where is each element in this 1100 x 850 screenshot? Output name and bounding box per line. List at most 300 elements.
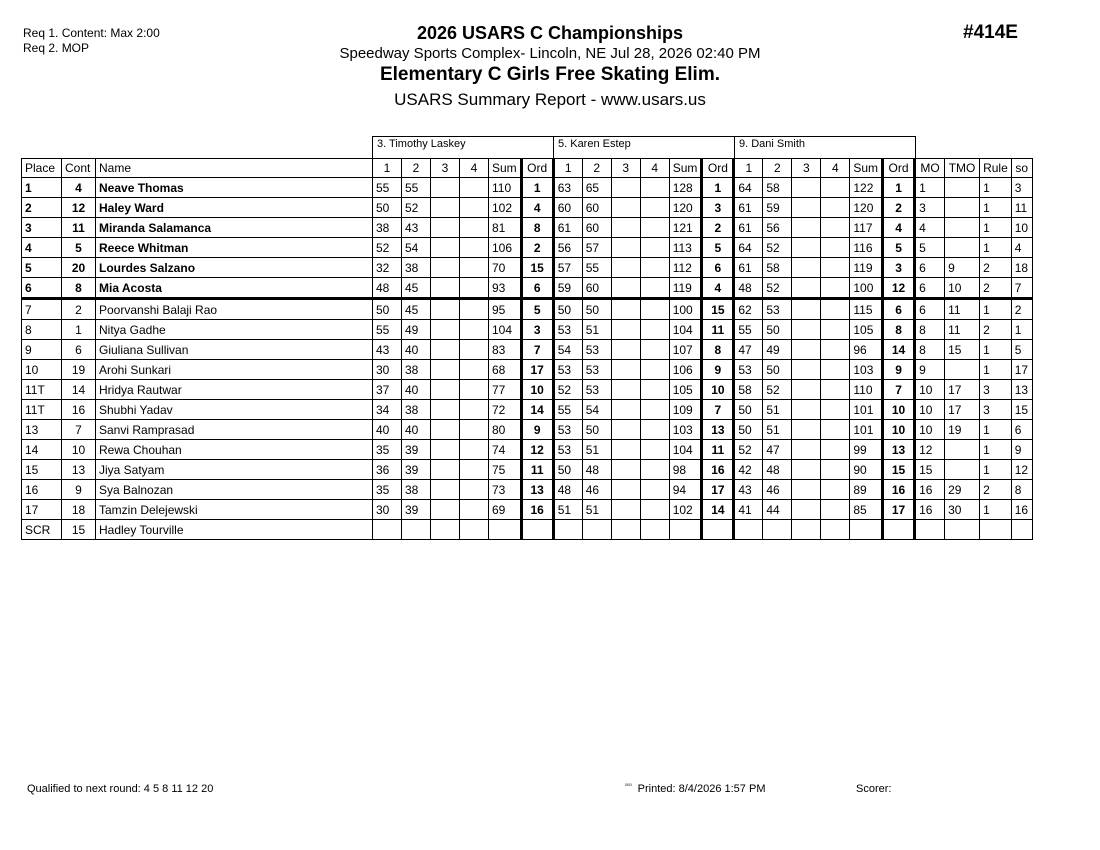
table-cell — [821, 440, 850, 460]
table-cell: 7 — [883, 380, 915, 400]
table-cell: 85 — [850, 500, 883, 520]
table-cell: 13 — [22, 420, 62, 440]
table-cell: 46 — [582, 480, 611, 500]
table-cell: Arohi Sunkari — [96, 360, 373, 380]
table-cell — [460, 218, 489, 238]
table-cell: 10 — [22, 360, 62, 380]
table-cell: 120 — [850, 198, 883, 218]
table-cell: 40 — [402, 380, 431, 400]
table-cell: 2 — [702, 218, 734, 238]
table-cell: 42 — [734, 460, 763, 480]
table-cell — [792, 400, 821, 420]
table-cell: 10 — [702, 380, 734, 400]
table-row — [22, 520, 1033, 540]
table-cell — [640, 299, 669, 320]
table-cell — [611, 340, 640, 360]
event-number: #414E — [963, 22, 1018, 43]
table-cell: 10 — [883, 420, 915, 440]
table-cell: 50 — [734, 400, 763, 420]
table-cell: 12 — [915, 440, 945, 460]
table-cell — [792, 500, 821, 520]
table-row — [22, 500, 1033, 520]
table-cell: 11 — [521, 460, 553, 480]
table-row — [22, 380, 1033, 400]
column-header: Cont — [62, 159, 96, 178]
table-cell — [431, 218, 460, 238]
table-cell: 103 — [850, 360, 883, 380]
table-cell — [402, 520, 431, 540]
table-cell: 4 — [915, 218, 945, 238]
table-cell — [460, 520, 489, 540]
table-cell: 40 — [373, 420, 402, 440]
column-header: 4 — [460, 159, 489, 178]
table-cell: 104 — [489, 320, 522, 340]
table-cell: 1 — [980, 299, 1012, 320]
table-cell — [792, 440, 821, 460]
table-cell: 18 — [62, 500, 96, 520]
table-cell: 3 — [1011, 178, 1032, 198]
table-cell: 113 — [669, 238, 702, 258]
table-cell: 65 — [582, 178, 611, 198]
table-cell: 13 — [521, 480, 553, 500]
table-cell: 5 — [702, 238, 734, 258]
table-cell: 9 — [62, 480, 96, 500]
table-cell — [915, 520, 945, 540]
table-cell — [460, 258, 489, 278]
table-cell: 2 — [980, 320, 1012, 340]
table-cell: 15 — [702, 299, 734, 320]
table-cell: 8 — [22, 320, 62, 340]
table-cell: 10 — [1011, 218, 1032, 238]
table-cell — [821, 178, 850, 198]
table-cell: 81 — [489, 218, 522, 238]
table-cell: 48 — [582, 460, 611, 480]
table-cell: 110 — [850, 380, 883, 400]
table-cell — [792, 238, 821, 258]
table-cell: 102 — [489, 198, 522, 218]
table-cell: 10 — [915, 380, 945, 400]
table-cell: 4 — [1011, 238, 1032, 258]
table-cell: 11 — [702, 440, 734, 460]
table-cell — [640, 520, 669, 540]
table-cell: 52 — [734, 440, 763, 460]
printed-mark: ²³²³ — [625, 783, 632, 790]
column-header: 3 — [792, 159, 821, 178]
table-cell: 75 — [489, 460, 522, 480]
table-cell — [640, 420, 669, 440]
qualified-list: Qualified to next round: 4 5 8 11 12 20 — [27, 783, 214, 795]
table-cell — [980, 520, 1012, 540]
table-cell: 17 — [22, 500, 62, 520]
requirement-1: Req 1. Content: Max 2:00 — [23, 26, 160, 40]
table-cell: 14 — [22, 440, 62, 460]
table-cell: 48 — [763, 460, 792, 480]
table-cell: 57 — [553, 258, 582, 278]
table-cell: 3 — [980, 380, 1012, 400]
table-cell: 1 — [915, 178, 945, 198]
table-cell: 6 — [883, 299, 915, 320]
table-cell — [640, 258, 669, 278]
table-cell — [611, 520, 640, 540]
table-cell: 1 — [980, 360, 1012, 380]
column-header: 2 — [402, 159, 431, 178]
table-cell: 119 — [669, 278, 702, 299]
table-cell: 53 — [553, 360, 582, 380]
table-cell: 1 — [702, 178, 734, 198]
table-cell: 14 — [702, 500, 734, 520]
table-cell: 30 — [373, 500, 402, 520]
column-header: so — [1011, 159, 1032, 178]
event-name: Elementary C Girls Free Skating Elim. — [379, 64, 720, 85]
table-cell: 61 — [734, 218, 763, 238]
table-cell: 6 — [22, 278, 62, 299]
table-cell: 52 — [402, 198, 431, 218]
table-cell: 93 — [489, 278, 522, 299]
table-cell — [460, 278, 489, 299]
table-cell — [460, 480, 489, 500]
table-cell: 3 — [883, 258, 915, 278]
table-cell — [734, 520, 763, 540]
table-cell — [460, 340, 489, 360]
table-cell: 1 — [980, 340, 1012, 360]
table-cell: 104 — [669, 440, 702, 460]
column-header: 2 — [582, 159, 611, 178]
table-cell: 61 — [553, 218, 582, 238]
table-cell: 34 — [373, 400, 402, 420]
table-cell — [945, 238, 980, 258]
table-cell: 9 — [883, 360, 915, 380]
table-cell — [640, 178, 669, 198]
table-cell: 35 — [373, 440, 402, 460]
table-cell: 55 — [373, 178, 402, 198]
table-cell: 15 — [945, 340, 980, 360]
table-cell — [611, 238, 640, 258]
table-cell — [460, 500, 489, 520]
table-cell: 1 — [980, 500, 1012, 520]
table-cell — [460, 360, 489, 380]
table-cell: 121 — [669, 218, 702, 238]
table-cell: 19 — [945, 420, 980, 440]
table-cell — [821, 278, 850, 299]
table-cell: 1 — [980, 440, 1012, 460]
table-cell: 15 — [62, 520, 96, 540]
table-cell: 43 — [734, 480, 763, 500]
table-cell: 53 — [553, 440, 582, 460]
table-cell — [431, 380, 460, 400]
table-cell: 15 — [1011, 400, 1032, 420]
table-cell: 10 — [945, 278, 980, 299]
table-cell — [431, 420, 460, 440]
table-cell — [431, 178, 460, 198]
table-cell: 58 — [763, 178, 792, 198]
table-cell: 19 — [62, 360, 96, 380]
table-cell — [821, 238, 850, 258]
table-cell: 53 — [582, 380, 611, 400]
table-cell: 14 — [521, 400, 553, 420]
column-header: 3 — [431, 159, 460, 178]
table-cell: Giuliana Sullivan — [96, 340, 373, 360]
table-cell — [640, 340, 669, 360]
table-cell: 3 — [980, 400, 1012, 420]
table-row — [22, 198, 1033, 218]
table-cell: 9 — [521, 420, 553, 440]
table-cell: 105 — [669, 380, 702, 400]
table-cell: 1 — [62, 320, 96, 340]
table-cell: 47 — [763, 440, 792, 460]
table-cell: 30 — [945, 500, 980, 520]
table-cell: Hridya Rautwar — [96, 380, 373, 400]
table-cell — [945, 360, 980, 380]
table-cell: 48 — [553, 480, 582, 500]
table-cell: 94 — [669, 480, 702, 500]
table-cell: 104 — [669, 320, 702, 340]
column-header: Ord — [521, 159, 553, 178]
table-cell: 52 — [553, 380, 582, 400]
table-cell: 9 — [1011, 440, 1032, 460]
table-cell: 16 — [22, 480, 62, 500]
table-cell — [640, 460, 669, 480]
table-cell: 30 — [373, 360, 402, 380]
column-header: 4 — [640, 159, 669, 178]
table-cell — [792, 320, 821, 340]
table-cell — [431, 440, 460, 460]
table-cell: 11 — [945, 299, 980, 320]
table-cell: 17 — [1011, 360, 1032, 380]
table-cell: 16 — [883, 480, 915, 500]
table-cell — [460, 420, 489, 440]
scorer-label: Scorer: — [856, 783, 892, 795]
table-cell: 40 — [402, 420, 431, 440]
table-cell: Shubhi Yadav — [96, 400, 373, 420]
table-cell — [521, 520, 553, 540]
table-cell: 50 — [582, 299, 611, 320]
table-cell — [640, 480, 669, 500]
table-cell: 53 — [763, 299, 792, 320]
table-cell — [611, 178, 640, 198]
table-cell: Sya Balnozan — [96, 480, 373, 500]
table-cell: 2 — [22, 198, 62, 218]
results-table — [21, 158, 1033, 540]
table-cell: Jiya Satyam — [96, 460, 373, 480]
table-cell: Sanvi Ramprasad — [96, 420, 373, 440]
table-cell: 3 — [22, 218, 62, 238]
table-cell: Mia Acosta — [96, 278, 373, 299]
table-cell: Tamzin Delejewski — [96, 500, 373, 520]
table-cell — [945, 178, 980, 198]
table-cell: 107 — [669, 340, 702, 360]
table-cell — [460, 299, 489, 320]
table-cell — [821, 198, 850, 218]
table-cell: 15 — [883, 460, 915, 480]
table-cell: 10 — [521, 380, 553, 400]
table-cell: 6 — [1011, 420, 1032, 440]
table-cell — [611, 500, 640, 520]
table-cell: 8 — [1011, 480, 1032, 500]
table-cell: 1 — [980, 178, 1012, 198]
table-cell: 16 — [915, 480, 945, 500]
table-cell — [821, 320, 850, 340]
table-cell — [460, 440, 489, 460]
table-cell: 51 — [763, 420, 792, 440]
table-cell — [792, 520, 821, 540]
table-cell: 112 — [669, 258, 702, 278]
table-cell: 1 — [980, 420, 1012, 440]
table-cell — [611, 440, 640, 460]
table-cell: 48 — [734, 278, 763, 299]
table-cell — [611, 380, 640, 400]
table-cell: 10 — [915, 420, 945, 440]
table-cell — [611, 400, 640, 420]
table-cell: 17 — [945, 380, 980, 400]
table-cell: 10 — [62, 440, 96, 460]
table-cell: 120 — [669, 198, 702, 218]
table-cell: 61 — [734, 258, 763, 278]
table-cell: 8 — [915, 320, 945, 340]
column-header-row — [22, 159, 1033, 178]
table-cell — [460, 400, 489, 420]
table-cell: 106 — [669, 360, 702, 380]
table-cell: 9 — [945, 258, 980, 278]
table-cell — [460, 238, 489, 258]
table-cell: 16 — [702, 460, 734, 480]
table-cell — [640, 218, 669, 238]
table-cell — [640, 400, 669, 420]
table-cell: 50 — [373, 299, 402, 320]
table-cell — [945, 520, 980, 540]
table-cell: SCR — [22, 520, 62, 540]
table-cell — [431, 278, 460, 299]
table-cell: 64 — [734, 178, 763, 198]
printed-text: Printed: 8/4/2026 1:57 PM — [637, 783, 766, 795]
table-cell: 38 — [402, 480, 431, 500]
table-cell: 5 — [1011, 340, 1032, 360]
table-cell — [640, 278, 669, 299]
table-cell: 77 — [489, 380, 522, 400]
table-cell: 100 — [850, 278, 883, 299]
table-cell: 51 — [582, 320, 611, 340]
table-cell — [640, 380, 669, 400]
table-cell: 41 — [734, 500, 763, 520]
table-cell: 119 — [850, 258, 883, 278]
table-cell: 55 — [582, 258, 611, 278]
venue-date: Speedway Sports Complex- Lincoln, NE Jul 28, 2026 02:40 PM — [339, 45, 761, 62]
table-row — [22, 340, 1033, 360]
table-cell: 5 — [883, 238, 915, 258]
table-cell: 2 — [980, 258, 1012, 278]
table-row — [22, 320, 1033, 340]
table-row — [22, 258, 1033, 278]
table-cell: 52 — [763, 278, 792, 299]
table-cell: Haley Ward — [96, 198, 373, 218]
table-cell: Poorvanshi Balaji Rao — [96, 299, 373, 320]
table-cell: 7 — [22, 299, 62, 320]
table-cell — [821, 480, 850, 500]
table-cell: 14 — [883, 340, 915, 360]
table-cell — [431, 460, 460, 480]
table-cell: 15 — [22, 460, 62, 480]
table-cell — [821, 340, 850, 360]
table-cell: 6 — [62, 340, 96, 360]
table-cell: 83 — [489, 340, 522, 360]
table-cell — [821, 460, 850, 480]
table-cell: 102 — [669, 500, 702, 520]
table-cell: 70 — [489, 258, 522, 278]
table-cell: 48 — [373, 278, 402, 299]
table-cell: 8 — [62, 278, 96, 299]
table-cell: 17 — [883, 500, 915, 520]
table-cell: 60 — [582, 198, 611, 218]
table-cell: 55 — [373, 320, 402, 340]
table-cell: 50 — [734, 420, 763, 440]
table-cell: 117 — [850, 218, 883, 238]
table-row — [22, 420, 1033, 440]
table-cell: 1 — [980, 460, 1012, 480]
table-cell: 51 — [553, 500, 582, 520]
table-cell: 54 — [402, 238, 431, 258]
table-cell: 55 — [734, 320, 763, 340]
table-cell: 36 — [373, 460, 402, 480]
table-cell: 29 — [945, 480, 980, 500]
table-cell: 11T — [22, 400, 62, 420]
table-cell: 14 — [62, 380, 96, 400]
table-cell: 3 — [702, 198, 734, 218]
table-cell: 8 — [702, 340, 734, 360]
table-cell: 63 — [553, 178, 582, 198]
table-cell: 10 — [915, 400, 945, 420]
table-cell — [582, 520, 611, 540]
table-cell: 9 — [915, 360, 945, 380]
table-cell: 12 — [521, 440, 553, 460]
table-cell — [792, 278, 821, 299]
table-cell: 38 — [402, 400, 431, 420]
table-cell: 99 — [850, 440, 883, 460]
table-row — [22, 400, 1033, 420]
table-cell: 43 — [373, 340, 402, 360]
table-cell — [821, 500, 850, 520]
table-cell: 7 — [1011, 278, 1032, 299]
table-cell: 12 — [62, 198, 96, 218]
table-cell: 53 — [553, 420, 582, 440]
table-cell: 51 — [582, 440, 611, 460]
table-cell: 101 — [850, 400, 883, 420]
table-cell — [945, 460, 980, 480]
table-cell: 1 — [980, 198, 1012, 218]
table-cell — [640, 320, 669, 340]
table-row — [22, 360, 1033, 380]
column-header: Name — [96, 159, 373, 178]
table-cell: 49 — [402, 320, 431, 340]
table-cell: 59 — [553, 278, 582, 299]
table-cell — [611, 218, 640, 238]
table-cell — [792, 198, 821, 218]
table-cell: 50 — [553, 460, 582, 480]
table-cell — [611, 480, 640, 500]
table-cell — [669, 520, 702, 540]
table-cell: 12 — [883, 278, 915, 299]
table-cell: 52 — [373, 238, 402, 258]
column-header: TMO — [945, 159, 980, 178]
table-cell: 8 — [915, 340, 945, 360]
table-cell: 9 — [702, 360, 734, 380]
table-cell: 57 — [582, 238, 611, 258]
table-cell: 72 — [489, 400, 522, 420]
table-cell — [611, 360, 640, 380]
table-cell — [640, 198, 669, 218]
table-cell: 115 — [850, 299, 883, 320]
table-cell — [431, 360, 460, 380]
table-cell: 2 — [1011, 299, 1032, 320]
table-cell: 55 — [553, 400, 582, 420]
